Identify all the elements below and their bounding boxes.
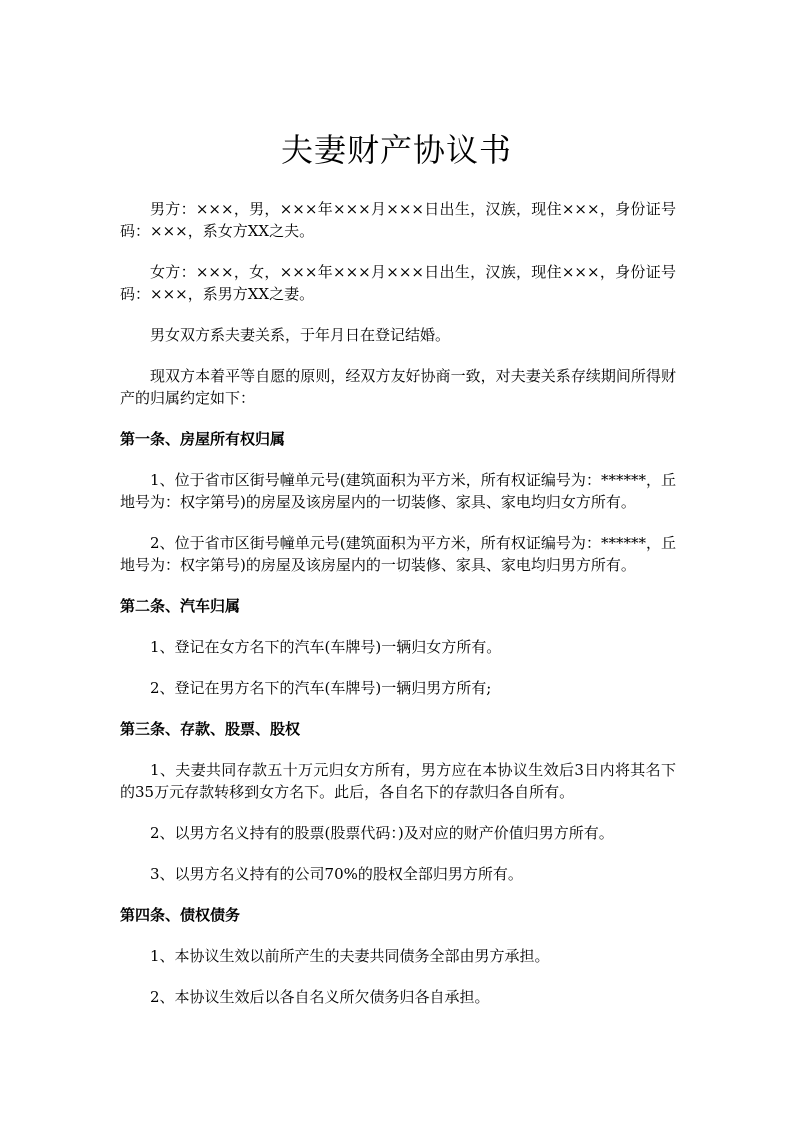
section-2-item-2: 2、登记在男方名下的汽车(车牌号)一辆归男方所有;	[150, 679, 492, 697]
section-2-heading: 第二条、汽车归属	[120, 597, 241, 615]
intro-husband: 男方：×××，男，×××年×××月×××日出生，汉族，现住×××，身份证号码：×××，系女方XX之夫。	[120, 200, 676, 240]
section-3-item-2: 2、以男方名义持有的股票(股票代码：)及对应的财产价值归男方所有。	[150, 824, 614, 842]
document-title: 夫妻财产协议书	[280, 131, 512, 169]
intro-agreement: 现双方本着平等自愿的原则，经双方友好协商一致，对夫妻关系存续期间所得财产的归属约定如下：	[120, 367, 676, 407]
section-1-heading: 第一条、房屋所有权归属	[120, 430, 286, 448]
document-body	[120, 198, 676, 1027]
section-1-item-1: 1、位于省市区街号幢单元号(建筑面积为平方米，所有权证编号为：******，丘地号为：权字第号)的房屋及该房屋内的一切装修、家具、家电均归女方所有。	[120, 471, 676, 511]
section-4-heading: 第四条、债权债务	[120, 906, 241, 924]
section-3-item-3: 3、以男方名义持有的公司70%的股权全部归男方所有。	[150, 865, 523, 883]
intro-marriage: 男女双方系夫妻关系，于年月日在登记结婚。	[150, 326, 451, 344]
intro-wife: 女方：×××，女，×××年×××月×××日出生，汉族，现住×××，身份证号码：×××，系男方XX之妻。	[120, 263, 676, 303]
section-2-item-1: 1、登记在女方名下的汽车(车牌号)一辆归女方所有。	[150, 638, 502, 656]
section-4-item-1: 1、本协议生效以前所产生的夫妻共同债务全部由男方承担。	[150, 947, 550, 965]
section-3-item-1: 1、夫妻共同存款五十万元归女方所有，男方应在本协议生效后3日内将其名下的35万元存款转移到女方名下。此后，各自名下的存款归各自所有。	[120, 761, 676, 801]
section-4-item-2: 2、本协议生效后以各自名义所欠债务归各自承担。	[150, 988, 490, 1006]
section-3-heading: 第三条、存款、股票、股权	[120, 720, 301, 738]
section-1-item-2: 2、位于省市区街号幢单元号(建筑面积为平方米，所有权证编号为：******，丘地号为：权字第号)的房屋及该房屋内的一切装修、家具、家电均归男方所有。	[120, 534, 676, 574]
